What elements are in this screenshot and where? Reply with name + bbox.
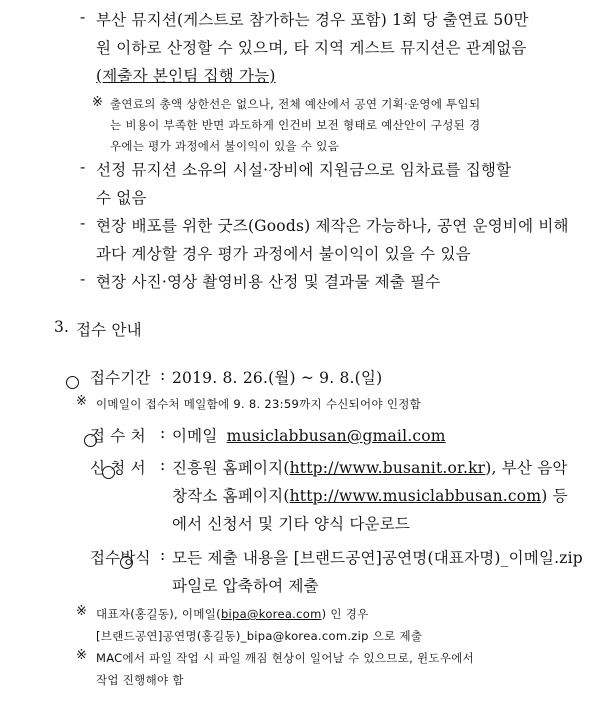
method-line-1: 모든 제출 내용을 [브랜드공연]공연명(대표자명)_이메일.zip — [172, 549, 583, 567]
bullet-marker: - — [80, 158, 86, 176]
bottom-note-line: 작업 진행해야 함 — [96, 673, 184, 687]
item-value-place — [172, 424, 446, 446]
bullet-text-line: 수 없음 — [96, 189, 147, 207]
form-line2-prefix: 창작소 홈페이지( — [172, 487, 290, 505]
item-colon: : — [160, 456, 166, 474]
bottom-note-line: [브랜드공연]공연명(홍길동)_bipa@korea.com.zip 으로 제출 — [96, 629, 423, 643]
period-note-text: 이메일이 접수처 메일함에 9. 8. 23:59까지 수신되어야 인정함 — [96, 397, 422, 411]
section-title: 접수 안내 — [76, 321, 142, 339]
bullet-text-line: (제출자 본인팀 집행 가능) — [96, 67, 276, 85]
item-label-period: 접수기간 — [90, 369, 151, 387]
bullet-text-line: 원 이하로 산정할 수 있으며, 타 지역 게스트 뮤지션은 관계없음 — [96, 39, 527, 57]
form-line-1 — [172, 456, 568, 478]
bullet-text-line: 부산 뮤지션(게스트로 참가하는 경우 포함) 1회 당 출연료 50만 — [96, 11, 529, 29]
item-value-period: 2019. 8. 26.(월) ~ 9. 8.(일) — [172, 369, 383, 387]
form-line-2 — [172, 484, 568, 506]
bullet-text-line: 과다 계상할 경우 평가 과정에서 불이익이 있을 수 있음 — [96, 245, 471, 263]
item-colon: : — [160, 366, 166, 384]
note-text-line: 우에는 평가 과정에서 불이익이 있을 수 있음 — [110, 139, 340, 153]
bottom-note-line: MAC에서 파일 작업 시 파일 깨짐 현상이 일어날 수 있으므로, 윈도우에서 — [96, 651, 475, 665]
note-suffix: ) 인 경우 — [321, 607, 369, 621]
section-number: 3. — [54, 318, 70, 336]
form-line1-prefix: 진흥원 홈페이지( — [172, 459, 290, 477]
form-line1-suffix: ), 부산 음악 — [485, 459, 568, 477]
note-prefix: 대표자(홍길동), 이메일( — [96, 607, 221, 621]
note-email: bipa@korea.com — [220, 607, 322, 621]
note-mark: ※ — [76, 394, 87, 409]
note-text-line: 출연료의 총액 상한선은 없으나, 전체 예산에서 공연 기획·운영에 투입되 — [110, 97, 481, 111]
note-mark: ※ — [92, 95, 103, 110]
bullet-text-line: 현장 배포를 위한 굿즈(Goods) 제작은 가능하나, 공연 운영비에 비해 — [96, 217, 569, 235]
bottom-note-line — [96, 606, 369, 622]
bullet-text-line: 선정 뮤지션 소유의 시설·장비에 지원금으로 임차료를 집행할 — [96, 161, 512, 179]
note-mark: ※ — [76, 604, 87, 619]
note-text-line: 는 비용이 부족한 반면 과도하게 인건비 보전 형태로 예산안이 구성된 경 — [110, 118, 481, 132]
item-colon: : — [160, 424, 166, 442]
method-line-2: 파일로 압축하여 제출 — [172, 577, 319, 595]
form-line2-suffix: ) 등 — [541, 487, 568, 505]
bullet-marker: - — [80, 270, 86, 288]
bullet-text-line: 현장 사진·영상 촬영비용 산정 및 결과물 제출 필수 — [96, 273, 441, 291]
email-link[interactable]: musiclabbusan@gmail.com — [226, 427, 446, 445]
bullet-marker: - — [80, 8, 86, 26]
circle-bullet-icon — [66, 376, 79, 389]
place-prefix: 이메일 — [172, 427, 218, 445]
item-label-method: 접수방식 — [90, 549, 151, 567]
form-line-3: 에서 신청서 및 기타 양식 다운로드 — [172, 515, 411, 533]
item-label-form: 신 청 서 — [90, 459, 146, 477]
note-mark: ※ — [76, 648, 87, 663]
bullet-marker: - — [80, 214, 86, 232]
busanit-link[interactable]: http://www.busanit.or.kr — [289, 459, 486, 477]
item-label-place: 접 수 처 — [90, 427, 146, 445]
musiclab-link[interactable]: http://www.musiclabbusan.com — [289, 487, 542, 505]
item-colon: : — [160, 546, 166, 564]
